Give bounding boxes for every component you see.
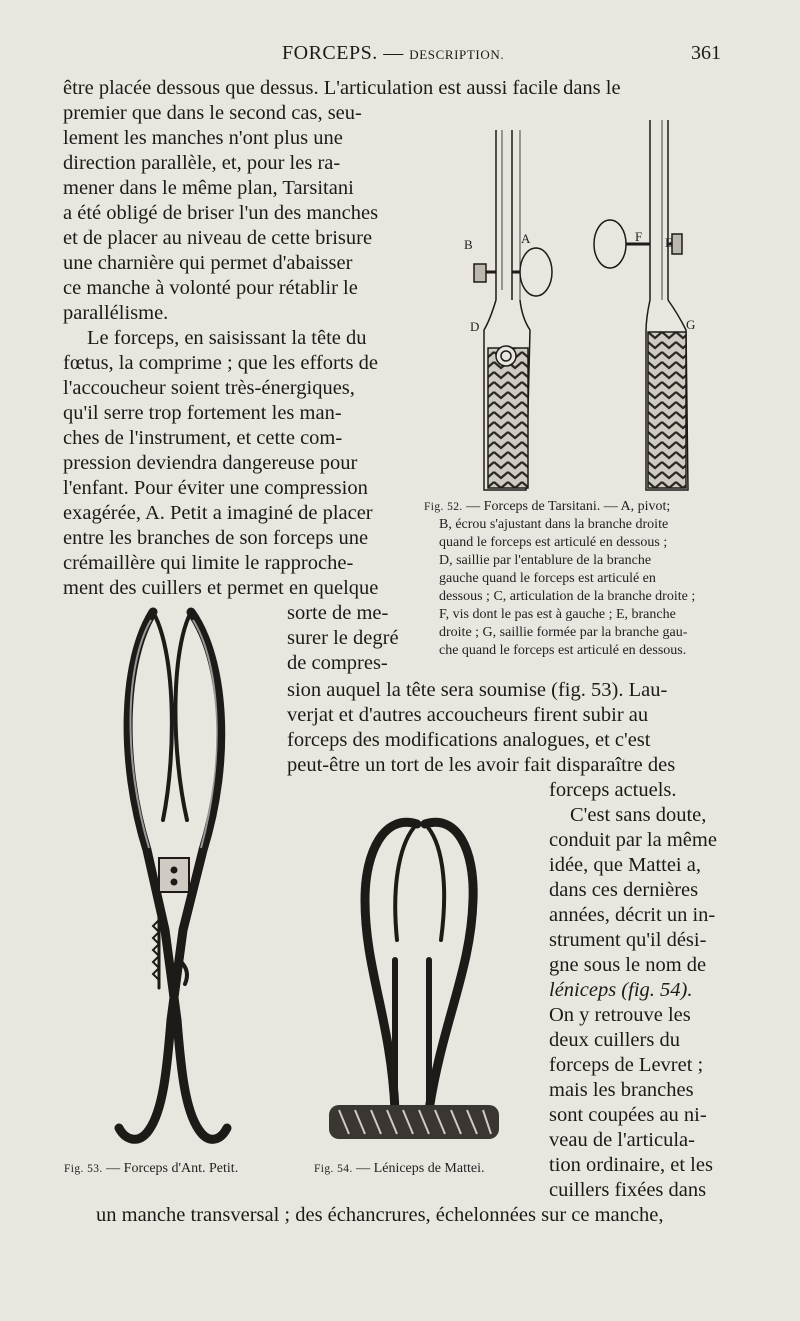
- text-line: tion ordinaire, et les: [549, 1154, 713, 1176]
- fig52-caption-line: quand le forceps est articulé en dessous ;: [439, 535, 668, 550]
- fig52-caption-line: gauche quand le forceps est articulé en: [439, 571, 656, 586]
- text-line: exagérée, A. Petit a imaginé de placer: [63, 502, 373, 524]
- fig53-caption: Fig. 53. — Forceps d'Ant. Petit.: [64, 1161, 239, 1176]
- text-line: veau de l'articula-: [549, 1129, 695, 1151]
- text-line: fœtus, la comprime ; que les efforts de: [63, 352, 379, 374]
- text-line: une charnière qui permet d'abaisser: [63, 252, 353, 274]
- text-line: années, décrit un in-: [549, 904, 716, 926]
- text-line: crémaillère qui limite le rapproche-: [63, 552, 354, 574]
- text-line: sont coupées au ni-: [549, 1104, 707, 1126]
- text-line: sion auquel la tête sera soumise (fig. 53). Lau-: [287, 679, 668, 701]
- text-line: verjat et d'autres accoucheurs firent subir au: [287, 704, 649, 726]
- figure-52-illustration: [410, 100, 730, 500]
- text-line: forceps des modifications analogues, et c'est: [287, 729, 651, 751]
- text-line: et de placer au niveau de cette brisure: [63, 227, 373, 249]
- text-line: ment des cuillers et permet en quelque: [63, 577, 379, 599]
- text-line: premier que dans le second cas, seu-: [63, 102, 362, 124]
- fig52-caption-line: Fig. 52. — Forceps de Tarsitani. — A, pivot;: [424, 499, 671, 514]
- tarsitani-left-branch: [474, 130, 552, 490]
- fig52-caption-line: che quand le forceps est articulé en dessous.: [439, 643, 687, 658]
- text-line: de compres-: [287, 652, 388, 674]
- fig52-caption-line: B, écrou s'ajustant dans la branche droite: [439, 517, 669, 532]
- page-number: 361: [691, 42, 721, 64]
- text-line: forceps actuels.: [549, 779, 677, 801]
- text-line: qu'il serre trop fortement les man-: [63, 402, 342, 424]
- text-line: strument qu'il dési-: [549, 929, 707, 951]
- text-line: sorte de me-: [287, 602, 389, 624]
- fig52-caption-line: dessous ; C, articulation de la branche droite ;: [439, 589, 696, 604]
- header-subtitle: DESCRIPTION.: [409, 47, 505, 62]
- running-header: [282, 42, 504, 65]
- text-line: C'est sans doute,: [570, 804, 707, 826]
- text-line: mener dans le même plan, Tarsitani: [63, 177, 354, 199]
- text-line: Le forceps, en saisissant la tête du: [87, 327, 367, 349]
- fig52-label-e: E: [665, 235, 673, 250]
- fig52-caption-line: F, vis dont le pas est à gauche ; E, branche: [439, 607, 676, 622]
- transverse-handle: [329, 1105, 499, 1139]
- text-line: direction parallèle, et, pour les ra-: [63, 152, 341, 174]
- fig52-caption-line: droite ; G, saillie formée par la branche gau-: [439, 625, 688, 640]
- fig54-caption: Fig. 54. — Léniceps de Mattei.: [314, 1161, 485, 1176]
- text-line: léniceps (fig. 54).: [549, 979, 693, 1001]
- text-line: ches de l'instrument, et cette com-: [63, 427, 343, 449]
- figure-53-illustration: [105, 600, 285, 1160]
- fig52-label-a: A: [521, 231, 531, 246]
- text-line: On y retrouve les: [549, 1004, 691, 1026]
- text-line: pression deviendra dangereuse pour: [63, 452, 358, 474]
- text-line: l'accoucheur soient très-énergiques,: [63, 377, 355, 399]
- text-line: lement les manches n'ont plus une: [63, 127, 343, 149]
- text-line: cuillers fixées dans: [549, 1179, 707, 1201]
- figure-54-illustration: [325, 810, 525, 1150]
- fig52-label-g: G: [686, 317, 696, 332]
- header-title: FORCEPS. —: [282, 42, 404, 64]
- fig52-caption-line: D, saillie par l'entablure de la branche: [439, 553, 652, 568]
- text-line: surer le degré: [287, 627, 399, 649]
- fig52-label-f: F: [635, 229, 643, 244]
- text-line: forceps de Levret ;: [549, 1054, 704, 1076]
- text-line: ce manche à volonté pour rétablir le: [63, 277, 358, 299]
- fig52-caption-lead: Fig. 52.: [424, 501, 463, 513]
- text-line: l'enfant. Pour éviter une compression: [63, 477, 368, 499]
- tarsitani-right-branch: [594, 120, 688, 490]
- text-line: gne sous le nom de: [549, 954, 707, 976]
- text-line: peut-être un tort de les avoir fait disparaître des: [287, 754, 676, 776]
- text-line: a été obligé de briser l'un des manches: [63, 202, 379, 224]
- text-line: entre les branches de son forceps une: [63, 527, 369, 549]
- fig52-label-b: B: [464, 237, 473, 252]
- text-line: dans ces dernières: [549, 879, 699, 901]
- text-line: être placée dessous que dessus. L'articulation est aussi facile dans le: [63, 77, 621, 99]
- text-line: mais les branches: [549, 1079, 694, 1101]
- text-line: conduit par la même: [549, 829, 717, 851]
- text-line: parallélisme.: [63, 302, 169, 324]
- text-line: idée, que Mattei a,: [549, 854, 701, 876]
- fig52-label-d: D: [470, 319, 480, 334]
- text-line: deux cuillers du: [549, 1029, 680, 1051]
- text-line: un manche transversal ; des échancrures, échelonnées sur ce manche,: [96, 1204, 664, 1226]
